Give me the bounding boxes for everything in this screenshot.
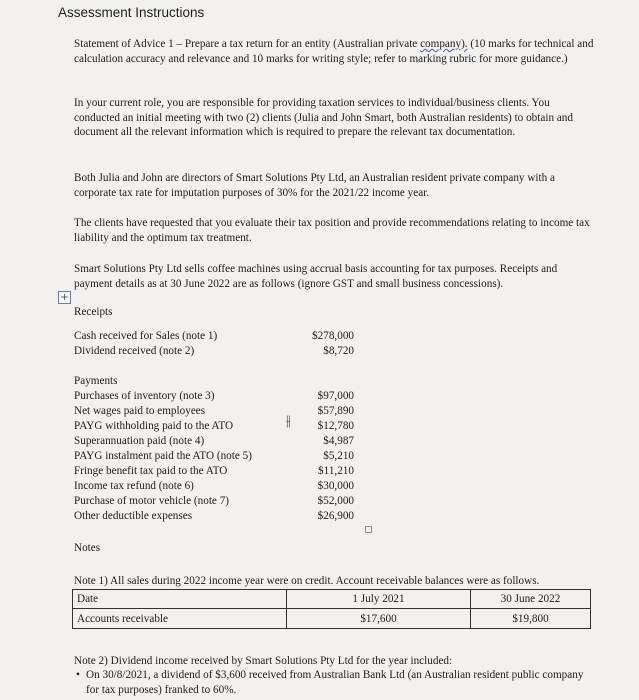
payment-amount: $5,210	[323, 450, 354, 462]
payment-label: Other deductible expenses	[74, 510, 193, 522]
payment-label: Purchases of inventory (note 3)	[74, 390, 215, 402]
payment-amount: $12,780	[317, 420, 354, 432]
notes-title: Notes	[74, 542, 101, 554]
statement-of-advice	[74, 37, 594, 66]
payments-title: Payments	[74, 375, 118, 387]
payment-amount: $52,000	[317, 495, 354, 507]
table-row	[73, 609, 591, 629]
payment-label: Income tax refund (note 6)	[74, 480, 194, 492]
payment-label: Superannuation paid (note 4)	[74, 435, 205, 447]
page-title: Assessment Instructions	[58, 5, 205, 20]
table-cell: Accounts receivable	[73, 609, 287, 629]
business-paragraph: Smart Solutions Pty Ltd sells coffee machines using accrual basis accounting for tax purposes. Receipts and payment details as at 30 June 2022 are as follows (ignore GST and small business concessions).	[74, 263, 558, 290]
payment-amount: $4,987	[323, 435, 354, 447]
note1-text: Note 1) All sales during 2022 income year were on credit. Account receivable balances were as follows.	[74, 575, 540, 587]
payment-amount: $26,900	[317, 510, 354, 522]
bullet-icon: •	[76, 669, 80, 681]
payment-label: PAYG instalment paid the ATO (note 5)	[74, 450, 252, 462]
note2-text: Note 2) Dividend income received by Smart Solutions Pty Ltd for the year included:	[74, 655, 453, 667]
table-cell: $19,800	[471, 609, 591, 629]
resize-handle-icon[interactable]	[365, 526, 372, 533]
payment-amount: $97,000	[317, 390, 354, 402]
spellcheck-word[interactable]: company).	[420, 38, 468, 50]
receipts-title: Receipts	[74, 306, 113, 318]
table-cell: 30 June 2022	[471, 590, 591, 609]
table-cell: 1 July 2021	[287, 590, 471, 609]
request-paragraph: The clients have requested that you evaluate their tax position and provide recommendations relating to income tax liability and the optimum tax treatment.	[74, 217, 590, 244]
payment-amount: $30,000	[317, 480, 354, 492]
statement-suffix: (10 marks for technical and calculation accuracy and relevance and 10 marks for writing style; refer to marking rubric for more guidance.)	[74, 38, 594, 65]
receipt-amount: $278,000	[312, 330, 354, 342]
table-header-row	[73, 590, 591, 609]
directors-paragraph: Both Julia and John are directors of Smart Solutions Pty Ltd, an Australian resident private company with a corporate tax rate for imputation purposes of 30% for the 2021/22 income year.	[74, 172, 555, 199]
receipt-label: Cash received for Sales (note 1)	[74, 330, 218, 342]
receipt-amount: $8,720	[323, 345, 354, 357]
receivables-table	[72, 589, 591, 629]
note2-bullet-text: On 30/8/2021, a dividend of $3,600 received from Australian Bank Ltd (an Australian resident public company for tax purposes) franked to 60%.	[86, 669, 584, 696]
payment-label: PAYG withholding paid to the ATO	[74, 420, 234, 432]
receipt-label: Dividend received (note 2)	[74, 345, 195, 357]
payment-label: Net wages paid to employees	[74, 405, 206, 417]
table-move-handle-icon[interactable]: +	[58, 291, 71, 304]
role-paragraph: In your current role, you are responsible for providing taxation services to individual/business clients. You conducted an initial meeting with two (2) clients (Julia and John Smart, both Australian residents) to obtain and document all the relevant information which is required to prepare the relevant tax documentation.	[74, 97, 573, 139]
cell-cursor-icon: ⫲	[286, 413, 291, 429]
statement-prefix: Statement of Advice 1 – Prepare a tax return for an entity (Australian private	[74, 38, 421, 50]
payment-amount: $11,210	[318, 465, 354, 477]
payment-label: Fringe benefit tax paid to the ATO	[74, 465, 228, 477]
payment-label: Purchase of motor vehicle (note 7)	[74, 495, 230, 507]
table-cell: $17,600	[287, 609, 471, 629]
payment-amount: $57,890	[317, 405, 354, 417]
table-cell: Date	[73, 590, 287, 609]
